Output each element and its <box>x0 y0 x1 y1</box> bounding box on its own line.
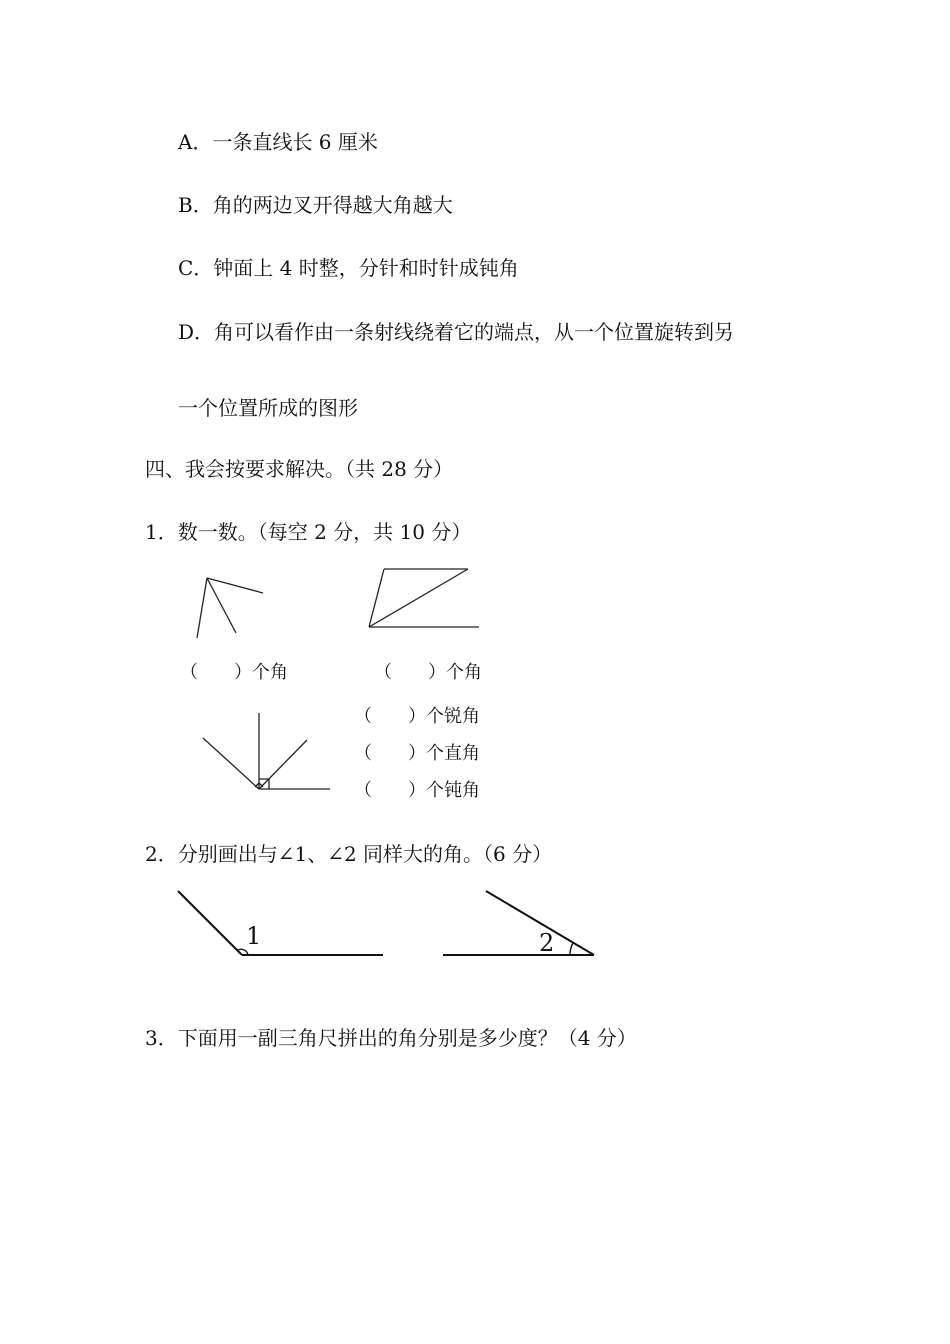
angle-1-label: 1 <box>246 922 262 950</box>
option-d-line2: 一个位置所成的图形 <box>178 396 358 420</box>
option-a: A．一条直线长 6 厘米 <box>178 130 378 154</box>
option-c: C．钟面上 4 时整，分针和时针成钝角 <box>178 256 519 280</box>
figure-1-rays <box>197 578 263 638</box>
acute-angle-blank[interactable]: （ ）个锐角 <box>354 706 480 727</box>
question-2-title: 2．分别画出与∠1、∠2 同样大的角。（6 分） <box>145 842 553 866</box>
section-4-title: 四、我会按要求解决。（共 28 分） <box>145 457 454 481</box>
option-b: B．角的两边叉开得越大角越大 <box>178 193 453 217</box>
figure-3-fan <box>203 713 330 789</box>
angle-1-figure <box>178 891 383 955</box>
angle-2-figure <box>443 891 594 955</box>
question-1-title: 1．数一数。（每空 2 分，共 10 分） <box>145 520 472 544</box>
question-3-title: 3．下面用一副三角尺拼出的角分别是多少度？（4 分） <box>145 1026 637 1050</box>
figure-1-blank[interactable]: （ ）个角 <box>180 662 288 683</box>
obtuse-angle-blank[interactable]: （ ）个钝角 <box>354 780 480 801</box>
angle-2-label: 2 <box>539 929 555 957</box>
figure-2-shape <box>369 569 479 627</box>
figure-2-blank[interactable]: （ ）个角 <box>374 662 482 683</box>
option-d-line1: D．角可以看作由一条射线绕着它的端点，从一个位置旋转到另 <box>178 320 735 344</box>
right-angle-blank[interactable]: （ ）个直角 <box>354 743 480 764</box>
